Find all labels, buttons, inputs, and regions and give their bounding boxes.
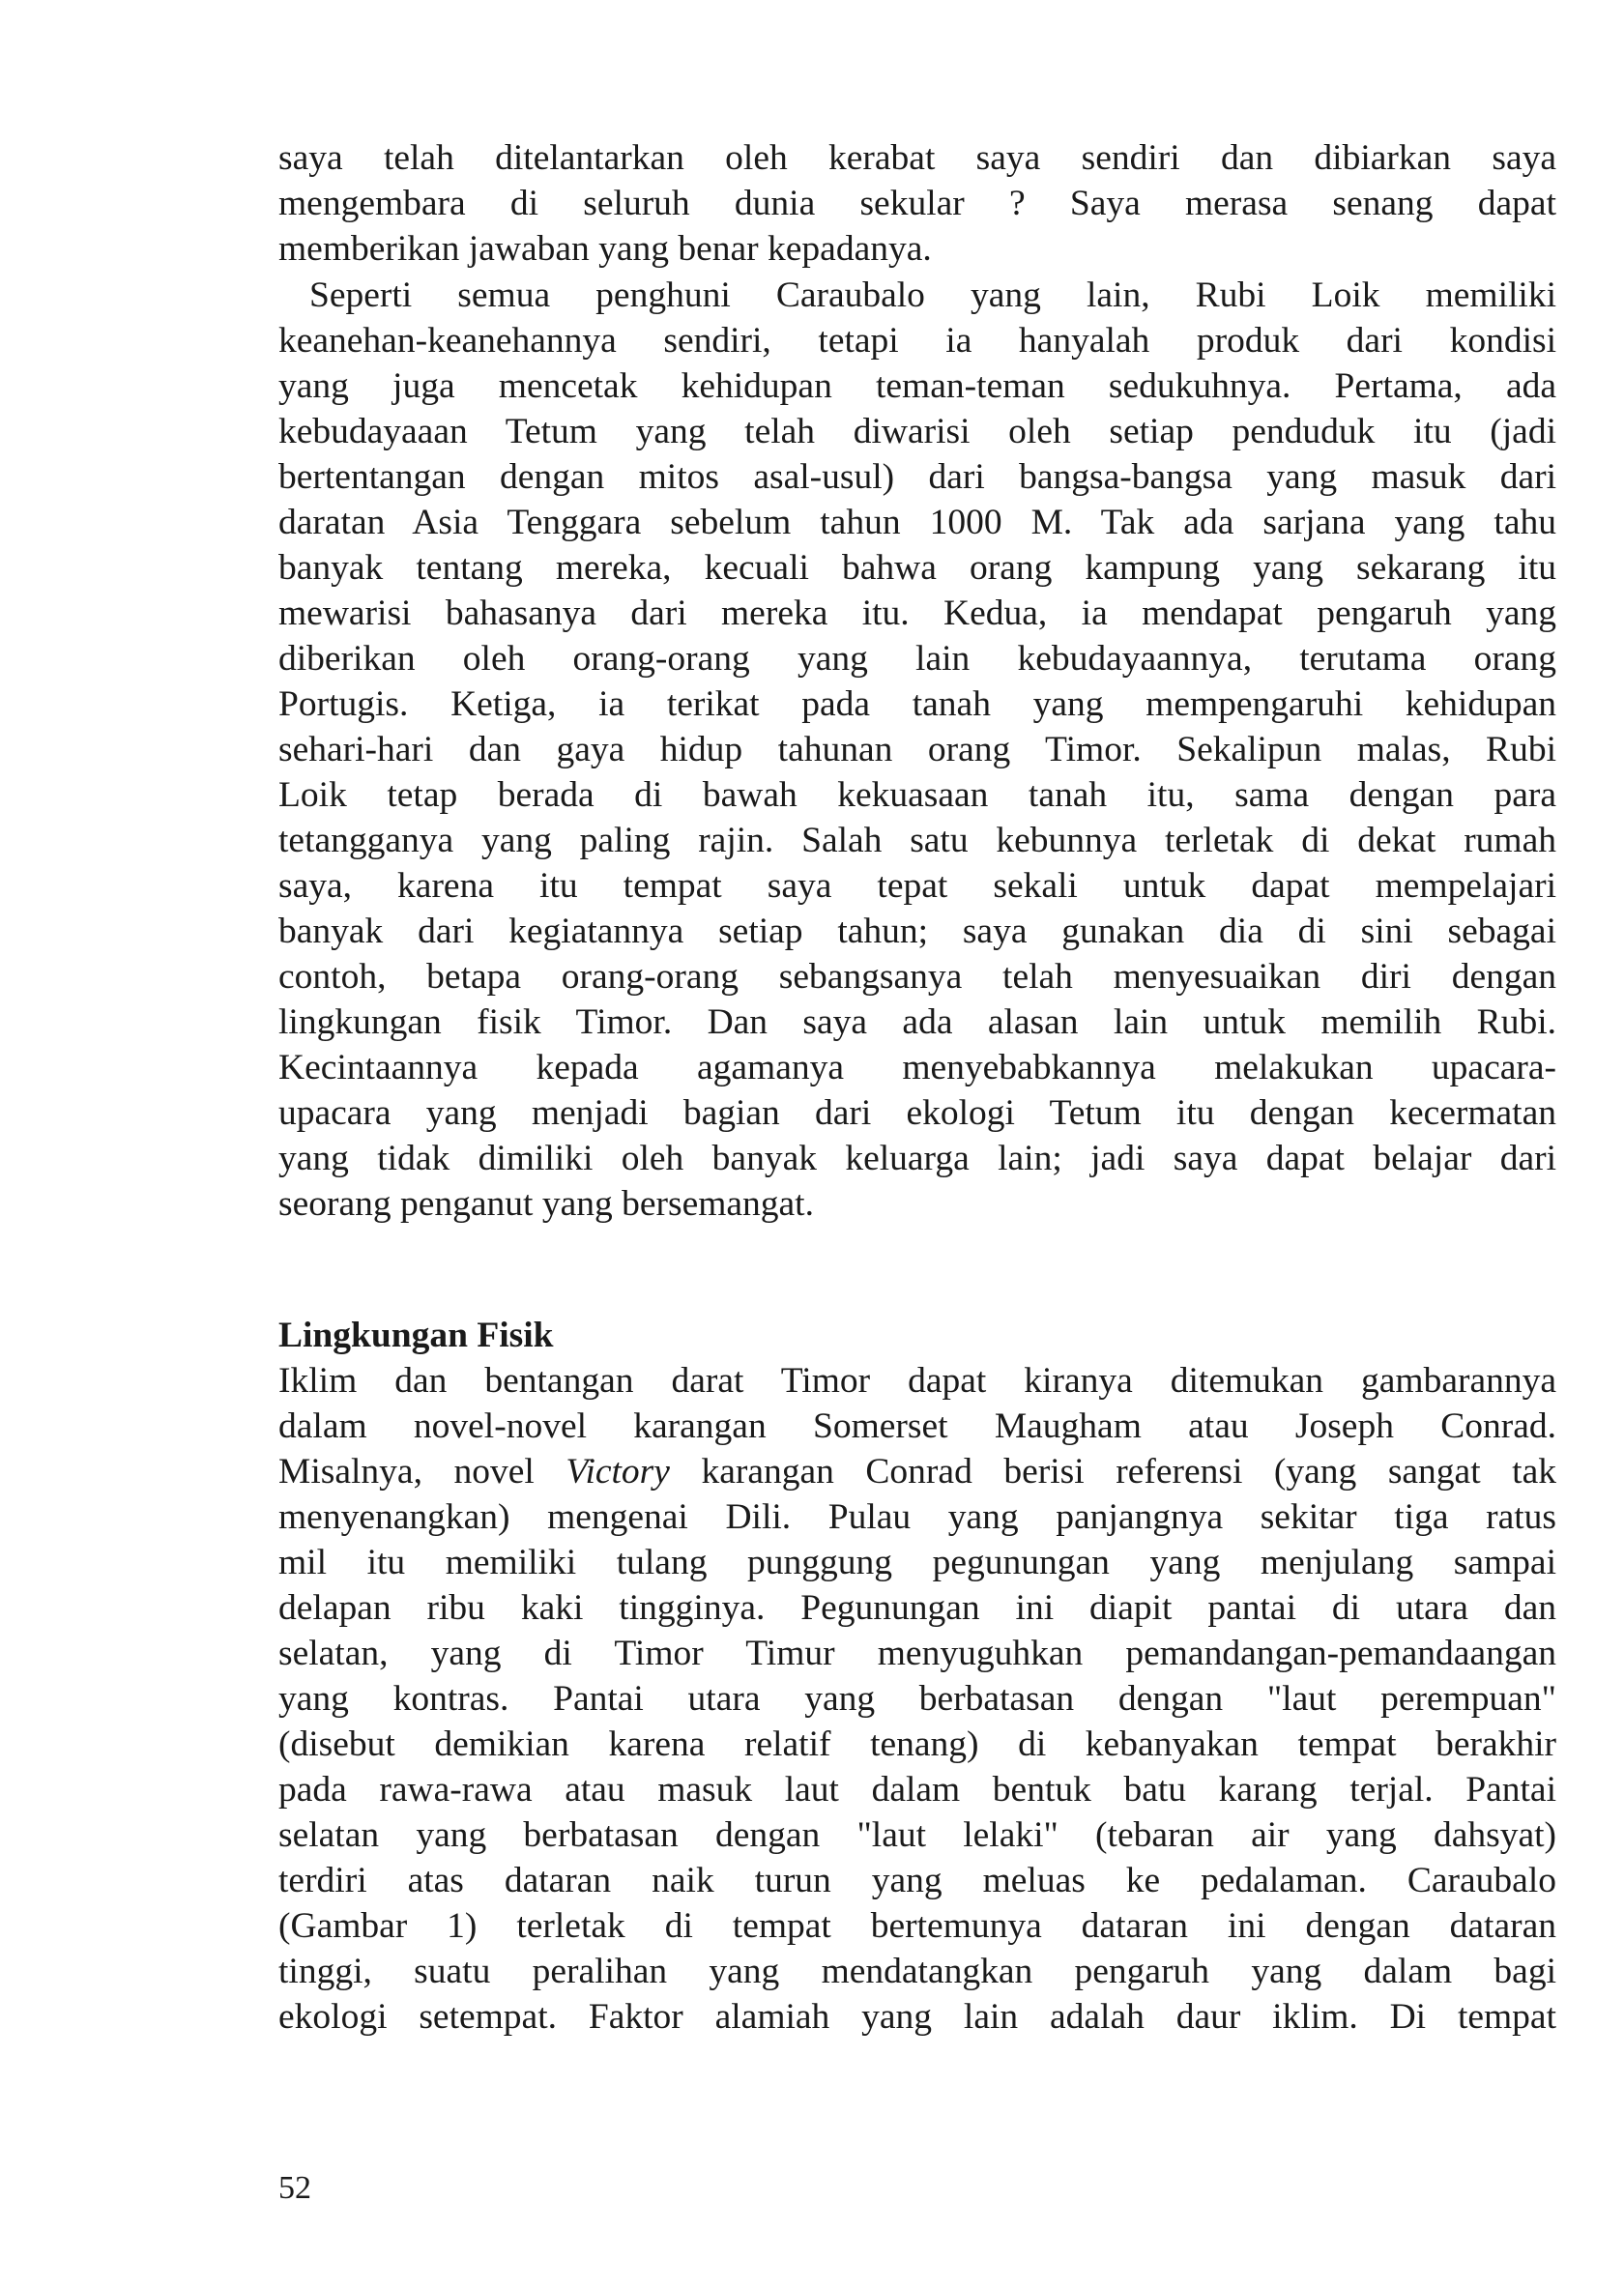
text-line: menyenangkan) mengenai Dili. Pulau yang panjangnya sekitar tiga ratus	[278, 1497, 1556, 1537]
text-line: dalam novel-novel karangan Somerset Maugham atau Joseph Conrad.	[278, 1406, 1556, 1446]
page-number: 52	[278, 2170, 311, 2206]
text-line: memberikan jawaban yang benar kepadanya.	[278, 229, 932, 269]
text-line: lingkungan fisik Timor. Dan saya ada alasan lain untuk memilih Rubi.	[278, 1002, 1556, 1042]
paragraph-rubi-loik	[278, 273, 1556, 1227]
text-line: selatan, yang di Timor Timur menyuguhkan pemandangan-pemandaangan	[278, 1634, 1556, 1673]
text-line: sehari-hari dan gaya hidup tahunan orang Timor. Sekalipun malas, Rubi	[278, 730, 1556, 769]
text-line: terdiri atas dataran naik turun yang meluas ke pedalaman. Caraubalo	[278, 1861, 1556, 1900]
section-heading: Lingkungan Fisik	[278, 1316, 554, 1355]
text-line: mengembara di seluruh dunia sekular ? Saya merasa senang dapat	[278, 184, 1556, 223]
paragraph-lingkungan-fisik	[278, 1358, 1556, 2040]
text-line: Seperti semua penghuni Caraubalo yang lain, Rubi Loik memiliki	[309, 275, 1556, 315]
text-line: contoh, betapa orang-orang sebangsanya telah menyesuaikan diri dengan	[278, 957, 1556, 997]
text-line: selatan yang berbatasan dengan "laut lelaki" (tebaran air yang dahsyat)	[278, 1815, 1556, 1855]
text-fragment: Misalnya, novel	[278, 1452, 566, 1492]
text-line: banyak tentang mereka, kecuali bahwa orang kampung yang sekarang itu	[278, 548, 1556, 588]
book-title-victory: Victory	[566, 1452, 670, 1492]
text-line: diberikan oleh orang-orang yang lain kebudayaannya, terutama orang	[278, 639, 1556, 679]
text-line: delapan ribu kaki tingginya. Pegunungan ini diapit pantai di utara dan	[278, 1588, 1556, 1628]
text-line: ekologi setempat. Faktor alamiah yang lain adalah daur iklim. Di tempat	[278, 1997, 1556, 2037]
paragraph-continuation	[278, 135, 1556, 272]
text-line: kebudayaaan Tetum yang telah diwarisi oleh setiap penduduk itu (jadi	[278, 412, 1556, 451]
text-line: daratan Asia Tenggara sebelum tahun 1000 M. Tak ada sarjana yang tahu	[278, 503, 1556, 542]
text-line: upacara yang menjadi bagian dari ekologi Tetum itu dengan kecermatan	[278, 1093, 1556, 1133]
text-line: keanehan-keanehannya sendiri, tetapi ia hanyalah produk dari kondisi	[278, 321, 1556, 361]
text-line: banyak dari kegiatannya setiap tahun; saya gunakan dia di sini sebagai	[278, 912, 1556, 951]
text-line: yang tidak dimiliki oleh banyak keluarga lain; jadi saya dapat belajar dari	[278, 1139, 1556, 1178]
text-line: seorang penganut yang bersemangat.	[278, 1184, 814, 1224]
text-line: Iklim dan bentangan darat Timor dapat kiranya ditemukan gambarannya	[278, 1361, 1556, 1401]
text-line: saya telah ditelantarkan oleh kerabat saya sendiri dan dibiarkan saya	[278, 138, 1556, 178]
text-line: yang juga mencetak kehidupan teman-teman sedukuhnya. Pertama, ada	[278, 366, 1556, 406]
text-line: tetangganya yang paling rajin. Salah satu kebunnya terletak di dekat rumah	[278, 821, 1556, 860]
text-line: yang kontras. Pantai utara yang berbatasan dengan "laut perempuan"	[278, 1679, 1556, 1719]
text-line: mewarisi bahasanya dari mereka itu. Kedua, ia mendapat pengaruh yang	[278, 594, 1556, 633]
text-line: pada rawa-rawa atau masuk laut dalam bentuk batu karang terjal. Pantai	[278, 1770, 1556, 1810]
text-line: bertentangan dengan mitos asal-usul) dari bangsa-bangsa yang masuk dari	[278, 457, 1556, 497]
text-line: tinggi, suatu peralihan yang mendatangkan pengaruh yang dalam bagi	[278, 1952, 1556, 1991]
text-line: (Gambar 1) terletak di tempat bertemunya dataran ini dengan dataran	[278, 1906, 1556, 1946]
text-line: (disebut demikian karena relatif tenang) di kebanyakan tempat berakhir	[278, 1724, 1556, 1764]
text-line-with-title	[278, 1449, 1556, 1494]
text-line: Portugis. Ketiga, ia terikat pada tanah yang mempengaruhi kehidupan	[278, 684, 1556, 724]
text-line: mil itu memiliki tulang punggung pegunungan yang menjulang sampai	[278, 1543, 1556, 1582]
text-line: saya, karena itu tempat saya tepat sekali untuk dapat mempelajari	[278, 866, 1556, 906]
text-line: Loik tetap berada di bawah kekuasaan tanah itu, sama dengan para	[278, 775, 1556, 815]
text-fragment: karangan Conrad berisi referensi (yang sangat tak	[669, 1452, 1556, 1492]
text-line: Kecintaannya kepada agamanya menyebabkannya melakukan upacara-	[278, 1048, 1556, 1087]
